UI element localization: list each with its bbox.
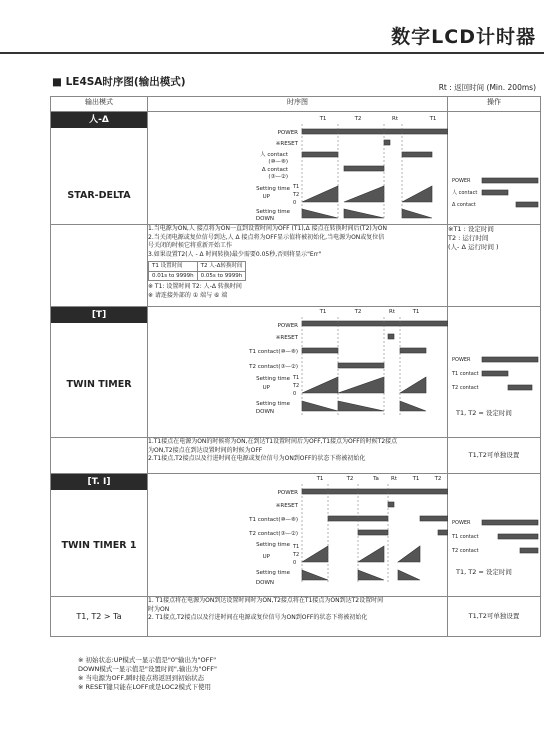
axis-label: T1 <box>293 184 300 190</box>
timing-chart-table <box>50 96 541 637</box>
timing-diagram-cell <box>148 474 448 597</box>
svg-text:T1: T1 <box>319 309 327 315</box>
signal-label: Setting time <box>256 209 290 215</box>
mode-cell <box>51 307 148 438</box>
svg-text:Ta: Ta <box>373 476 379 482</box>
svg-text:POWER: POWER <box>277 323 298 329</box>
svg-text:Setting time: Setting time <box>256 376 290 382</box>
svg-text:Setting time: Setting time <box>256 570 290 576</box>
op-signal-label: Δ contact <box>452 202 476 208</box>
mode-cell <box>51 474 148 597</box>
svg-text:T1 contact: T1 contact <box>452 371 479 377</box>
signal-label: POWER <box>277 130 298 136</box>
timing-label: T2 <box>354 116 362 122</box>
description-cell <box>148 225 448 307</box>
timing-label: T1 <box>429 116 437 122</box>
up-ramp <box>344 186 384 202</box>
mode-subtitle: T1, T2 > Ta <box>51 597 148 637</box>
svg-text:T2: T2 <box>346 476 354 482</box>
svg-text:0: 0 <box>293 560 297 566</box>
svg-text:Setting time: Setting time <box>256 401 290 407</box>
op-signal-label: 人 contact <box>452 190 478 196</box>
return-time-note: Rt : 返回时间 (Min. 200ms) <box>438 83 536 92</box>
mode-name: TWIN TIMER <box>66 379 132 390</box>
svg-text:DOWN: DOWN <box>255 409 274 415</box>
up-ramp <box>402 186 432 202</box>
delta-contact-pulse <box>344 166 384 171</box>
svg-text:T1: T1 <box>316 476 324 482</box>
operation-cell <box>448 112 541 225</box>
footnotes: ※ 初始状态:UP模式一显示值是"0"输出为"OFF" DOWN模式一显示值是"设置时间",输出为"OFF" ※ 当电源为OFF,瞬时接点将返回到初始状态 ※ RESET键只能在LOFF或是LOC2模式下使用 <box>78 656 218 691</box>
operation-cell <box>448 307 541 438</box>
svg-text:T1 contact(⑩—⑧): T1 contact(⑩—⑧) <box>249 517 298 523</box>
svg-text:T1, T2 = 设定时间: T1, T2 = 设定时间 <box>456 568 512 576</box>
desc-line: 1.当电源为ON,人 接点将为ON一直到设置时间为OFF (T1),Δ 接点在转换时间后(T2)为ON <box>148 225 387 232</box>
header-timing-chart: 时序图 <box>148 97 448 112</box>
svg-text:Rt: Rt <box>389 309 395 315</box>
signal-label: Δ contact <box>261 167 288 173</box>
power-signal <box>302 129 448 134</box>
desc-line: 2.当关闭电源或复位信号到达,人 Δ 接点将为OFF显示值将被初始化,当电源为ON或复位信 <box>148 233 385 241</box>
mini-table: T1 设置时间 T2 人-Δ转换时间 0.01s to 9999h 0.05s to 9999h <box>148 261 246 281</box>
svg-text:POWER: POWER <box>452 520 471 526</box>
svg-text:T1 contact: T1 contact <box>452 534 479 540</box>
signal-label: (⑩—⑧) <box>268 159 288 165</box>
timing-label: Rt <box>392 116 398 122</box>
signal-label: Setting time <box>256 186 290 192</box>
svg-text:T2 contact(③—②): T2 contact(③—②) <box>249 364 298 370</box>
title-rule <box>0 52 544 54</box>
axis-label: T2 <box>293 192 300 198</box>
operation-note: T1,T2可单独设置 <box>448 597 541 637</box>
operation-diagram <box>448 307 541 433</box>
operation-note: ※T1 : 设定时间 T2 : 运行时间 (人- Δ 运行时间 ) <box>448 225 541 307</box>
operation-diagram <box>448 474 541 592</box>
star-contact-pulse <box>302 152 338 157</box>
op-signal-label: POWER <box>452 178 471 184</box>
timing-label: T1 <box>319 116 327 122</box>
mode-code: 人-Δ <box>51 112 147 128</box>
down-ramp <box>302 209 338 218</box>
signal-label: UP <box>262 194 270 200</box>
svg-text:UP: UP <box>262 385 270 391</box>
signal-label: ※RESET <box>275 141 298 147</box>
svg-text:Setting time: Setting time <box>256 542 290 548</box>
svg-text:T2: T2 <box>293 383 300 389</box>
note-line: ※ 请连接外部的 ① 端与 ⑥ 端 <box>148 291 228 299</box>
description-cell: 1.T1接点在电源为ON的时候将为ON,在到达T1设置时间后为OFF,T1接点为OFF的时候T2接点 为ON,T2接点在到达设置时间的时候为OFF 2.T1接点,T2接点以及行进时间在电源或复位信号为ON到OFF的状态下将被初始化 <box>148 438 448 474</box>
section-title: ■ LE4SA时序图(输出模式) <box>52 76 186 88</box>
timing-diagram-twin-timer-1 <box>148 474 448 592</box>
desc-line: 号关闭的时候它将重新开始工作 <box>148 242 233 249</box>
axis-label: 0 <box>293 200 297 206</box>
operation-cell <box>448 474 541 597</box>
svg-text:T2: T2 <box>293 552 300 558</box>
svg-text:※RESET: ※RESET <box>275 335 298 341</box>
operation-note: T1,T2可单独设置 <box>448 438 541 474</box>
signal-label: (③—②) <box>268 174 288 180</box>
header-operation: 操作 <box>448 97 541 112</box>
reset-pulse <box>384 140 390 145</box>
svg-text:POWER: POWER <box>452 357 471 363</box>
mode-code: [T. I] <box>51 474 147 490</box>
svg-text:T1: T1 <box>293 544 300 550</box>
star-contact-pulse <box>402 152 432 157</box>
svg-text:T1: T1 <box>293 375 300 381</box>
down-ramp <box>344 209 384 218</box>
operation-diagram <box>448 112 541 220</box>
svg-text:POWER: POWER <box>277 490 298 496</box>
signal-label: DOWN <box>255 216 274 220</box>
mode-cell <box>51 112 148 225</box>
svg-text:Rt: Rt <box>391 476 397 482</box>
up-ramp <box>302 186 338 202</box>
timing-diagram-cell <box>148 307 448 438</box>
svg-text:T2: T2 <box>434 476 442 482</box>
svg-text:T2 contact: T2 contact <box>452 385 479 391</box>
mode-name: STAR-DELTA <box>67 190 131 201</box>
svg-text:0: 0 <box>293 391 297 397</box>
svg-text:DOWN: DOWN <box>255 580 274 586</box>
note-line: ※ T1: 设置时间 T2: 人-Δ 转换时间 <box>148 283 242 290</box>
svg-text:T1: T1 <box>412 476 420 482</box>
svg-text:※RESET: ※RESET <box>275 503 298 509</box>
svg-text:T1 contact(⑩—⑧): T1 contact(⑩—⑧) <box>249 349 298 355</box>
svg-text:T2: T2 <box>354 309 362 315</box>
down-ramp <box>402 209 432 218</box>
header-output-mode: 输出模式 <box>51 97 148 112</box>
mode-code: [T] <box>51 307 147 323</box>
svg-text:T1: T1 <box>412 309 420 315</box>
mode-name: TWIN TIMER 1 <box>61 540 137 551</box>
page-title: 数字LCD计时器 <box>391 26 536 48</box>
desc-line: 3.如果设置T2(人 - Δ 时间转换)最少需要0.05秒,否则将显示"Err" <box>148 250 322 258</box>
timing-diagram-star-delta <box>148 112 448 220</box>
svg-text:T2 contact(③—②): T2 contact(③—②) <box>249 531 298 537</box>
description-cell: 1. T1接点将在电源为ON到达设置时间时为ON,T2接点将在T1接点为ON到达T2设置时间 时为ON 2. T1接点,T2接点以及行进时间在电源或复位信号为ON到OFF的状态下将被初始化 <box>148 597 448 637</box>
svg-text:T1, T2 = 设定时间: T1, T2 = 设定时间 <box>456 409 512 417</box>
signal-label: 人 contact <box>260 152 288 158</box>
timing-diagram-cell <box>148 112 448 225</box>
svg-text:T2 contact: T2 contact <box>452 548 479 554</box>
timing-diagram-twin-timer <box>148 307 448 433</box>
svg-text:UP: UP <box>262 554 270 560</box>
